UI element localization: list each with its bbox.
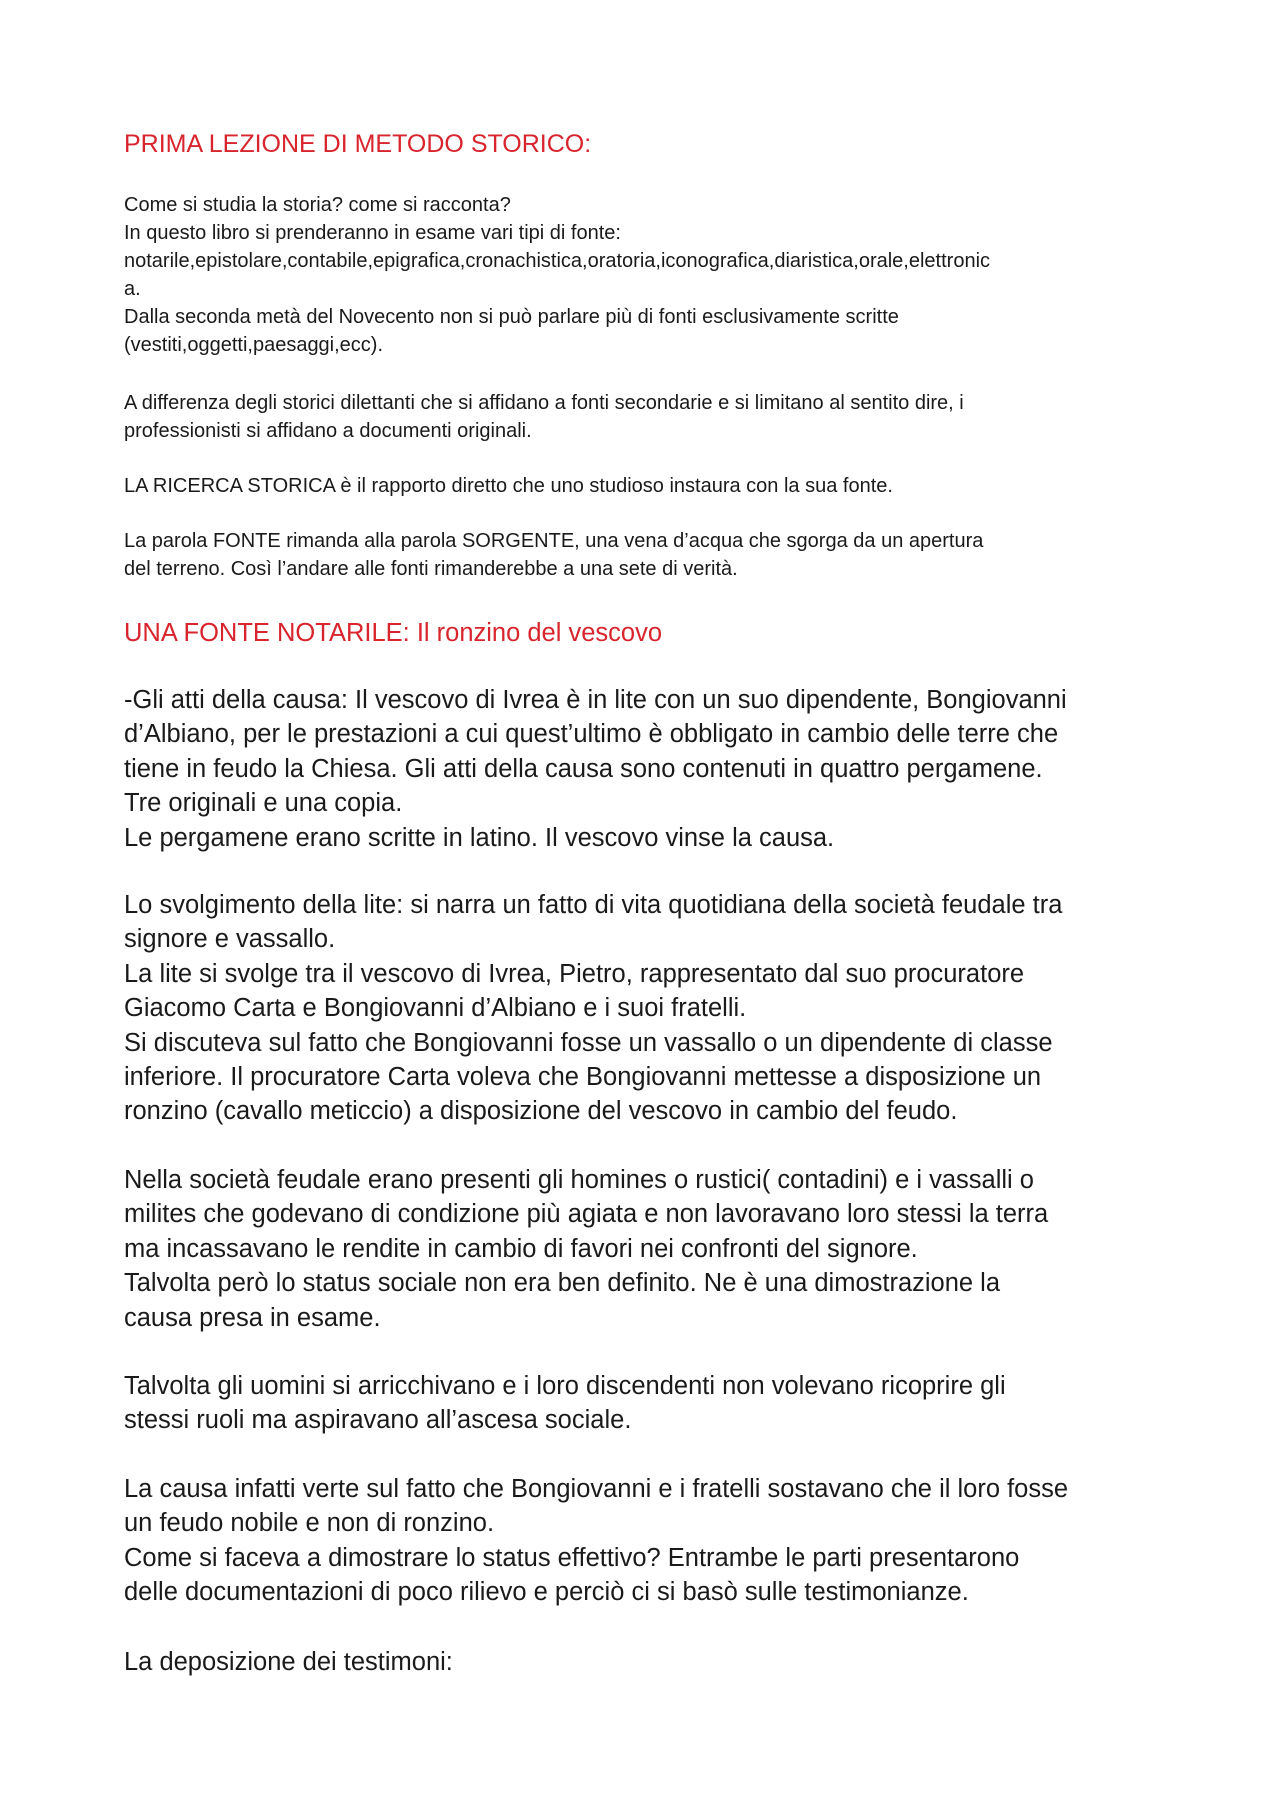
text-line: tiene in feudo la Chiesa. Gli atti della causa sono contenuti in quattro pergamene.	[124, 754, 1043, 783]
text-line: Talvolta però lo status sociale non era ben definito. Ne è una dimostrazione la	[124, 1269, 1001, 1298]
text-line: La parola FONTE rimanda alla parola SORGENTE, una vena d’acqua che sgorga da un apertura	[124, 530, 984, 552]
text-line: La deposizione dei testimoni:	[124, 1648, 453, 1676]
amateurs-paragraph	[124, 389, 964, 445]
text-line: stessi ruoli ma aspiravano all’ascesa sociale.	[124, 1406, 632, 1435]
text-line: LA RICERCA STORICA è il rapporto diretto che uno studioso instaura con la sua fonte.	[124, 475, 893, 497]
text-line: Tre originali e una copia.	[124, 789, 403, 818]
text-line: causa presa in esame.	[124, 1303, 381, 1332]
text-line: inferiore. Il procuratore Carta voleva che Bongiovanni mettesse a disposizione un	[124, 1063, 1042, 1092]
text-line: In questo libro si prenderanno in esame vari tipi di fonte:	[124, 222, 621, 244]
text-line: -Gli atti della causa: Il vescovo di Ivrea è in lite con un suo dipendente, Bongiovanni	[124, 686, 1067, 714]
text-line: Nella società feudale erano presenti gli homines o rustici( contadini) e i vassalli o	[124, 1166, 1034, 1194]
text-line: ma incassavano le rendite in cambio di favori nei confronti del signore.	[124, 1234, 918, 1263]
text-line: Si discuteva sul fatto che Bongiovanni fosse un vassallo o un dipendente di classe	[124, 1028, 1053, 1057]
ascent-paragraph	[124, 1369, 1006, 1438]
text-line: A differenza degli storici dilettanti che si affidano a fonti secondarie e si limitano al sentito dire, i	[124, 392, 964, 414]
acts-paragraph	[124, 683, 1067, 855]
text-line: signore e vassallo.	[124, 925, 336, 954]
source-word-paragraph	[124, 527, 983, 583]
text-line: Dalla seconda metà del Novecento non si può parlare più di fonti esclusivamente scritte	[124, 306, 899, 328]
society-paragraph	[124, 1163, 1048, 1335]
text-line: notarile,epistolare,contabile,epigrafica,cronachistica,oratoria,iconografica,diaristica,orale,elettronic	[124, 250, 991, 272]
page-title: PRIMA LEZIONE DI METODO STORICO:	[124, 130, 592, 158]
text-line: Giacomo Carta e Bongiovanni d’Albiano e i suoi fratelli.	[124, 994, 747, 1023]
text-line: d’Albiano, per le prestazioni a cui quest’ultimo è obbligato in cambio delle terre che	[124, 720, 1059, 749]
witnesses-paragraph	[124, 1645, 453, 1679]
research-paragraph	[124, 472, 893, 500]
text-line: milites che godevano di condizione più agiata e non lavoravano loro stessi la terra	[124, 1200, 1049, 1229]
text-line: La lite si svolge tra il vescovo di Ivrea, Pietro, rappresentato dal suo procuratore	[124, 959, 1025, 988]
text-line: Lo svolgimento della lite: si narra un fatto di vita quotidiana della società feudale tra	[124, 891, 1063, 919]
text-line: Come si studia la storia? come si racconta?	[124, 194, 511, 216]
text-line: delle documentazioni di poco rilievo e perciò ci si basò sulle testimonianze.	[124, 1578, 969, 1607]
text-line: Talvolta gli uomini si arricchivano e i loro discendenti non volevano ricoprire gli	[124, 1372, 1006, 1400]
text-line: a.	[124, 278, 141, 300]
text-line: ronzino (cavallo meticcio) a disposizione del vescovo in cambio del feudo.	[124, 1097, 958, 1126]
intro-paragraph	[124, 191, 990, 359]
cause-paragraph	[124, 1472, 1068, 1610]
text-line: professionisti si affidano a documenti originali.	[124, 420, 532, 442]
dispute-paragraph	[124, 888, 1062, 1129]
text-line: La causa infatti verte sul fatto che Bongiovanni e i fratelli sostavano che il loro fosse	[124, 1475, 1069, 1503]
text-line: Come si faceva a dimostrare lo status effettivo? Entrambe le parti presentarono	[124, 1543, 1020, 1572]
text-line: un feudo nobile e non di ronzino.	[124, 1509, 495, 1538]
section-title: UNA FONTE NOTARILE: Il ronzino del vescovo	[124, 619, 663, 647]
text-line: del terreno. Così l’andare alle fonti rimanderebbe a una sete di verità.	[124, 558, 738, 580]
text-line: (vestiti,oggetti,paesaggi,ecc).	[124, 334, 384, 356]
text-line: Le pergamene erano scritte in latino. Il vescovo vinse la causa.	[124, 823, 835, 852]
